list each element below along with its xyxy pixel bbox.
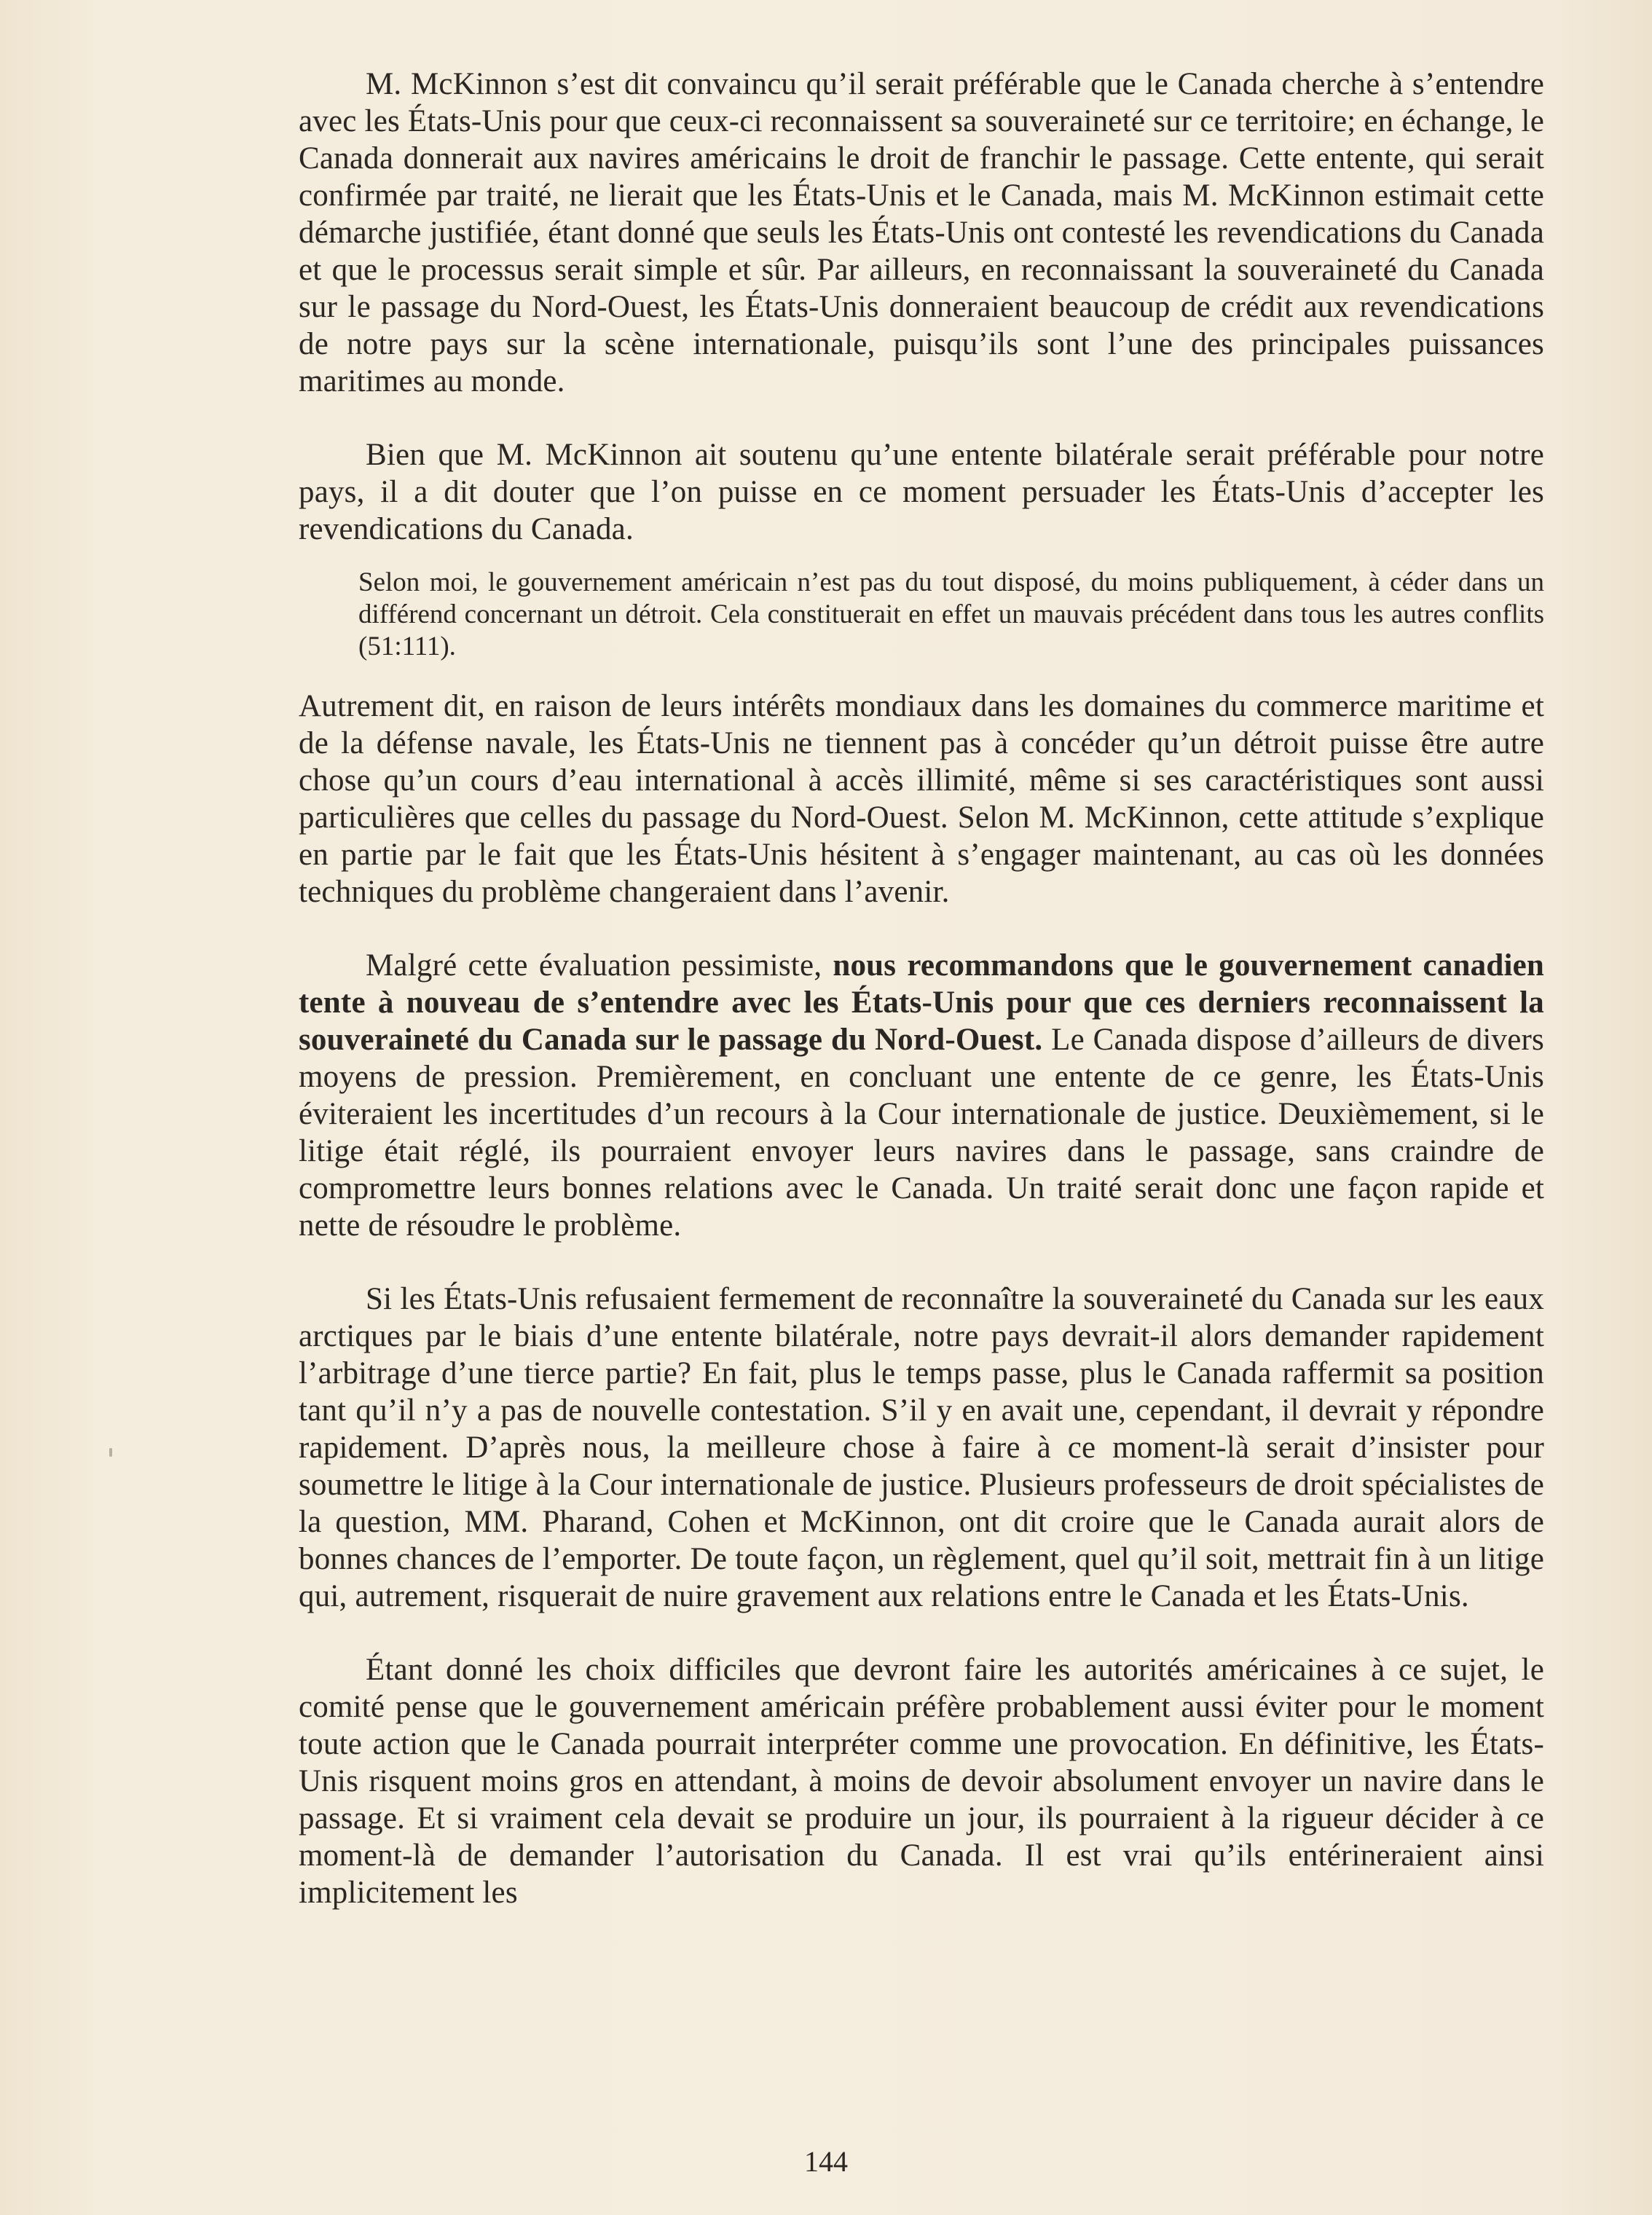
- paragraph-4-rest: Le Canada dispose d’ailleurs de divers moyens de pression. Premièrement, en concluant une entente de ce genre, les États-Unis éviteraient les incertitudes d’un recours à la Cour internationale de justice. Deuxièmement, si le litige était réglé, ils pourraient envoyer leurs navires dans le passage, sans craindre de compromettre leurs bonnes relations avec le Canada. Un traité serait donc une façon rapide et nette de résoudre le problème.: [299, 1023, 1544, 1243]
- paragraph-4: [299, 947, 1544, 1244]
- paragraph-3: Autrement dit, en raison de leurs intérêts mondiaux dans les domaines du commerce maritime et de la défense navale, les États-Unis ne tiennent pas à concéder qu’un détroit puisse être autre chose qu’un cours d’eau international à accès illimité, même si ses caractéristiques sont aussi particulières que celles du passage du Nord-Ouest. Selon M. McKinnon, cette attitude s’explique en partie par le fait que les États-Unis hésitent à s’engager maintenant, au cas où les données techniques du problème changeraient dans l’avenir.: [299, 689, 1544, 909]
- paragraph-2: Bien que M. McKinnon ait soutenu qu’une entente bilatérale serait préférable pour notre pays, il a dit douter que l’on puisse en ce moment persuader les États-Unis d’accepter les revendications du Canada.: [299, 438, 1544, 546]
- paragraph-1: M. McKinnon s’est dit convaincu qu’il serait préférable que le Canada cherche à s’entendre avec les États-Unis pour que ceux-ci reconnaissent sa souveraineté sur ce territoire; en échange, le Canada donnerait aux navires américains le droit de franchir le passage. Cette entente, qui serait confirmée par traité, ne lierait que les États-Unis et le Canada, mais M. McKinnon estimait cette démarche justifiée, étant donné que seuls les États-Unis ont contesté les revendications du Canada et que le processus serait simple et sûr. Par ailleurs, en reconnaissant la souveraineté du Canada sur le passage du Nord-Ouest, les États-Unis donneraient beaucoup de crédit aux revendications de notre pays sur la scène internationale, puisqu’ils sont l’une des principales puissances maritimes au monde.: [299, 67, 1544, 398]
- text-column: [299, 66, 1544, 1911]
- paragraph-4-intro: Malgré cette évaluation pessimiste,: [366, 948, 833, 983]
- recommendation-bold: nous recommandons que le gouvernement canadien tente à nouveau de s’entendre avec les États-Unis pour que ces derniers reconnaissent la souveraineté du Canada sur le passage du Nord-Ouest.: [299, 948, 1544, 1057]
- paragraph-5: Si les États-Unis refusaient fermement de reconnaître la souveraineté du Canada sur les eaux arctiques par le biais d’une entente bilatérale, notre pays devrait-il alors demander rapidement l’arbitrage d’une tierce partie? En fait, plus le temps passe, plus le Canada raffermit sa position tant qu’il n’y a pas de nouvelle contestation. S’il y en avait une, cependant, il devrait y répondre rapidement. D’après nous, la meilleure chose à faire à ce moment-là serait d’insister pour soumettre le litige à la Cour internationale de justice. Plusieurs professeurs de droit spécialistes de la question, MM. Pharand, Cohen et McKinnon, ont dit croire que le Canada aurait alors de bonnes chances de l’emporter. De toute façon, un règlement, quel qu’il soit, mettrait fin à un litige qui, autrement, risquerait de nuire gravement aux relations entre le Canada et les États-Unis.: [299, 1282, 1544, 1613]
- paper-speck: [109, 1448, 112, 1457]
- paragraph-6: Étant donné les choix difficiles que devront faire les autorités américaines à ce sujet, le comité pense que le gouvernement américain préfère probablement aussi éviter pour le moment toute action que le Canada pourrait interpréter comme une provocation. En définitive, les États-Unis risquent moins gros en attendant, à moins de devoir absolument envoyer un navire dans le passage. Et si vraiment cela devait se produire un jour, ils pourraient à la rigueur décider à ce moment-là de demander l’autorisation du Canada. Il est vrai qu’ils entérineraient ainsi implicitement les: [299, 1653, 1544, 1910]
- page-number: 144: [804, 2145, 848, 2178]
- block-quote: Selon moi, le gouvernement américain n’est pas du tout disposé, du moins publiquement, à céder dans un différend concernant un détroit. Cela constituerait en effet un mauvais précédent dans tous les autres conflits (51:111).: [358, 567, 1544, 661]
